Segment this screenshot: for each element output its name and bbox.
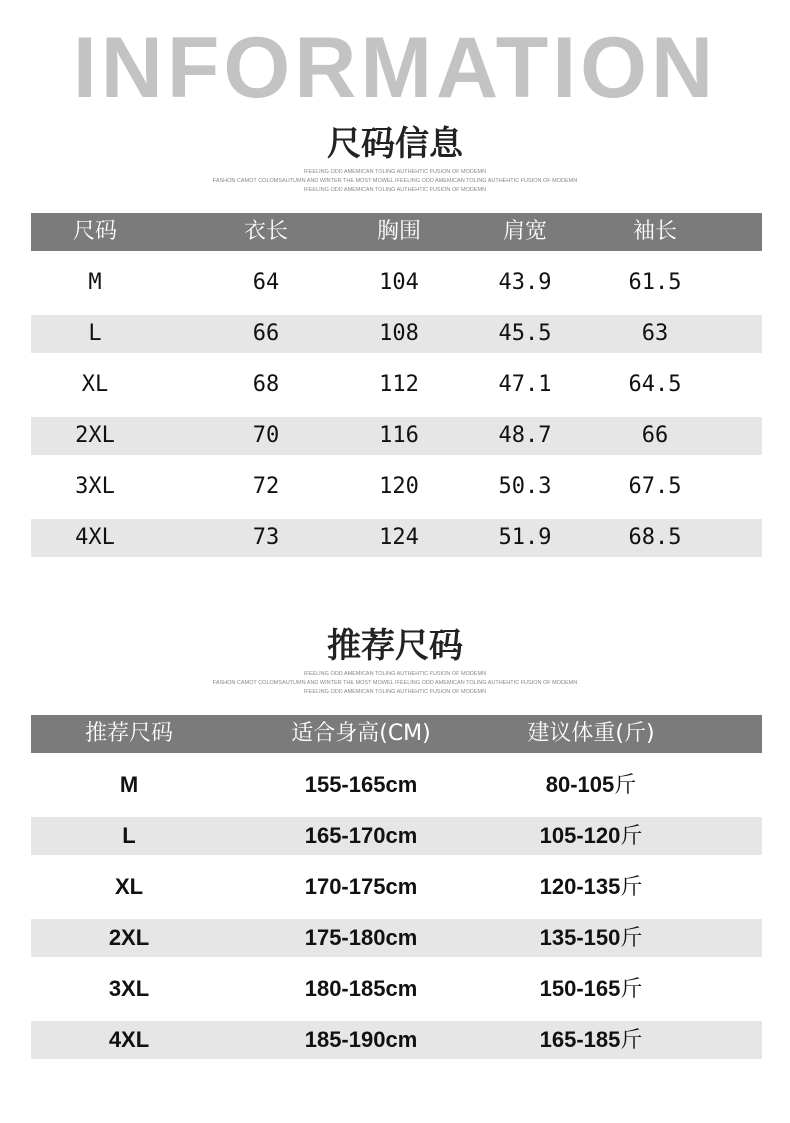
- weight-unit: 斤: [620, 926, 643, 951]
- cell-size: 4XL: [75, 525, 115, 550]
- cell-recommended-size: L: [122, 823, 136, 848]
- size-info-fine-print-2: FASHON CAMOT COLOMSAUTUMN AND WINTER THE MOST MOWEL IFEELING ODD AMEMICAN TOLING AUTHEHTIC FUSION OF MODEMN: [212, 178, 578, 184]
- recommend-header-row: [31, 715, 762, 753]
- cell-height: 175-180cm: [304, 925, 418, 950]
- size-info-fine-print-3: IFEELING ODD AMEMICAN TOLING AUTHEHTIC FUSION OF MODEMN: [303, 187, 487, 193]
- size-info-title: 尺码信息: [327, 124, 463, 164]
- cell-recommended-size: 4XL: [108, 1027, 150, 1052]
- cell-length: 66: [252, 321, 280, 346]
- cell-size: 2XL: [75, 423, 115, 448]
- cell-chest: 124: [379, 525, 419, 550]
- cell-length: 72: [252, 474, 280, 499]
- cell-size: XL: [81, 372, 109, 397]
- recommend-fine-print-2: FASHON CAMOT COLOMSAUTUMN AND WINTER THE MOST MOWEL IFEELING ODD AMEMICAN TOLING AUTHEHTIC FUSION OF MODEMN: [212, 680, 578, 686]
- cell-sleeve: 68.5: [628, 525, 682, 550]
- table-row: [31, 417, 762, 455]
- cell-sleeve: 64.5: [628, 372, 682, 397]
- weight-value: 105-120: [539, 823, 621, 848]
- cell-shoulder: 50.3: [498, 474, 552, 499]
- cell-chest: 108: [379, 321, 419, 346]
- cell-chest: 112: [379, 372, 419, 397]
- weight-unit: 斤: [620, 1028, 643, 1053]
- weight-unit: 斤: [620, 875, 643, 900]
- column-header-height: 适合身高(CM): [291, 721, 431, 746]
- size-info-header-row: [31, 213, 762, 251]
- cell-shoulder: 51.9: [498, 525, 552, 550]
- table-row: [31, 1021, 762, 1059]
- table-row: [31, 468, 762, 506]
- cell-chest: 116: [379, 423, 419, 448]
- table-row: [31, 366, 762, 404]
- table-row: [31, 919, 762, 957]
- cell-recommended-size: M: [119, 772, 139, 797]
- recommend-title: 推荐尺码: [327, 626, 463, 666]
- table-row: [31, 519, 762, 557]
- column-header-chest: 胸围: [376, 219, 421, 244]
- size-info-table: [31, 213, 762, 557]
- cell-length: 73: [252, 525, 280, 550]
- cell-weight: [511, 868, 671, 906]
- cell-sleeve: 67.5: [628, 474, 682, 499]
- cell-sleeve: 63: [641, 321, 669, 346]
- table-row: [31, 817, 762, 855]
- column-header-weight: 建议体重(斤): [527, 721, 655, 746]
- cell-size: 3XL: [75, 474, 115, 499]
- cell-height: 170-175cm: [304, 874, 418, 899]
- cell-shoulder: 45.5: [498, 321, 552, 346]
- cell-size: M: [88, 270, 102, 295]
- cell-sleeve: 61.5: [628, 270, 682, 295]
- cell-length: 68: [252, 372, 280, 397]
- recommend-fine-print-1: IFEELING ODD AMEMICAN TOLING AUTHEHTIC FUSION OF MODEMN: [303, 671, 487, 677]
- column-header-shoulder: 肩宽: [502, 219, 547, 244]
- weight-unit: 斤: [620, 824, 643, 849]
- cell-recommended-size: XL: [114, 874, 144, 899]
- table-row: [31, 868, 762, 906]
- cell-shoulder: 47.1: [498, 372, 552, 397]
- cell-height: 180-185cm: [304, 976, 418, 1001]
- weight-value: 150-165: [539, 976, 621, 1001]
- recommend-fine-print-3: IFEELING ODD AMEMICAN TOLING AUTHEHTIC FUSION OF MODEMN: [303, 689, 487, 695]
- cell-recommended-size: 3XL: [108, 976, 150, 1001]
- table-row: [31, 970, 762, 1008]
- cell-weight: [511, 817, 671, 855]
- table-row: [31, 766, 762, 804]
- cell-sleeve: 66: [641, 423, 669, 448]
- information-heading: INFORMATION: [72, 20, 718, 116]
- weight-value: 135-150: [539, 925, 621, 950]
- cell-weight: [511, 919, 671, 957]
- weight-value: 165-185: [539, 1027, 621, 1052]
- cell-size: L: [88, 321, 102, 346]
- column-header-recommended-size: 推荐尺码: [84, 721, 173, 746]
- cell-height: 155-165cm: [304, 772, 418, 797]
- cell-length: 64: [252, 270, 280, 295]
- cell-chest: 120: [379, 474, 419, 499]
- weight-unit: 斤: [614, 773, 637, 798]
- cell-shoulder: 48.7: [498, 423, 552, 448]
- column-header-size: 尺码: [72, 219, 117, 244]
- cell-weight: [511, 1021, 671, 1059]
- cell-length: 70: [252, 423, 280, 448]
- cell-weight: [511, 766, 671, 804]
- size-info-fine-print-1: IFEELING ODD AMEMICAN TOLING AUTHEHTIC FUSION OF MODEMN: [303, 169, 487, 175]
- recommend-table: [31, 715, 762, 1059]
- weight-unit: 斤: [620, 977, 643, 1002]
- weight-value: 80-105: [545, 772, 615, 797]
- column-header-length: 衣长: [243, 219, 288, 244]
- table-row: [31, 264, 762, 302]
- cell-height: 165-170cm: [304, 823, 418, 848]
- weight-value: 120-135: [539, 874, 621, 899]
- cell-weight: [511, 970, 671, 1008]
- column-header-sleeve: 袖长: [632, 219, 677, 244]
- table-row: [31, 315, 762, 353]
- cell-height: 185-190cm: [304, 1027, 418, 1052]
- cell-shoulder: 43.9: [498, 270, 552, 295]
- cell-chest: 104: [379, 270, 419, 295]
- cell-recommended-size: 2XL: [108, 925, 150, 950]
